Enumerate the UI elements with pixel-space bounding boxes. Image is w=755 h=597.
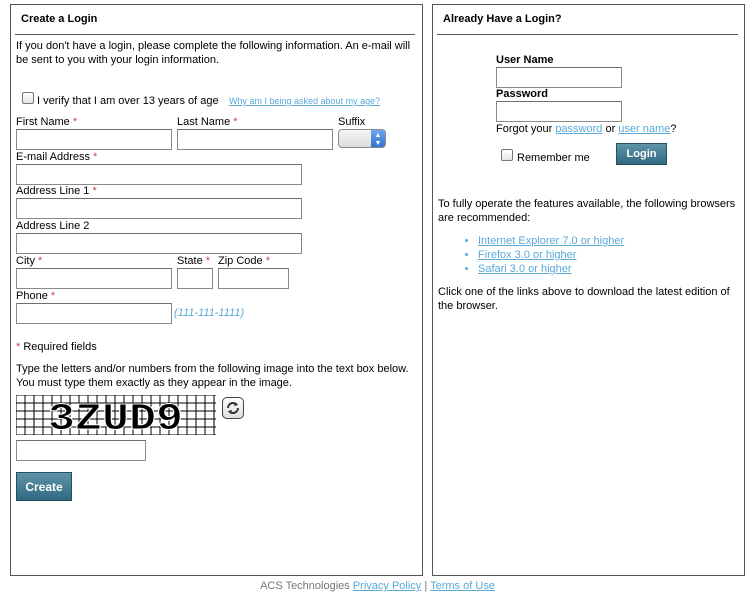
first-name-input[interactable] [16,129,172,150]
create-login-title: Create a Login [21,13,98,25]
browser-list [438,234,624,276]
browser-link-firefox[interactable]: • Firefox 3.0 or higher [478,248,624,262]
zip-input[interactable] [218,268,289,289]
state-input[interactable] [177,268,213,289]
captcha-instructions: Type the letters and/or numbers from the following image into the text box below. You must type them exactly as they appear in the image. [16,363,409,389]
phone-format-hint: (111-111-1111) [174,307,245,319]
username-input[interactable] [496,67,622,88]
browser-recommendation-text: To fully operate the features available, the following browsers are recommended: [438,198,736,224]
captcha-image [16,395,216,435]
existing-login-divider [437,34,738,35]
create-login-divider [15,34,415,35]
privacy-policy-link[interactable]: Privacy Policy [352,580,422,592]
create-intro-text: If you don't have a login, please complete the following information. An e-mail will be sent to you with your login information. [16,40,411,66]
required-fields-note: * Required fields [16,341,97,353]
address1-input[interactable] [16,198,302,219]
page-footer [0,580,755,592]
footer-separator: | [424,580,428,592]
forgot-username-link[interactable]: user name [618,123,671,135]
suffix-select[interactable] [338,129,386,148]
first-name-label: First Name * [16,116,78,128]
address1-label: Address Line 1 * [16,185,97,197]
company-name: ACS Technologies [260,580,350,592]
username-label: User Name [496,54,554,66]
login-button[interactable]: Login [616,143,667,165]
address2-label: Address Line 2 [16,220,90,232]
age-why-link[interactable]: Why am I being asked about my age? [229,96,381,106]
forgot-password-link[interactable]: password [555,123,603,135]
age-verify-checkbox[interactable] [22,92,34,104]
refresh-captcha-icon[interactable] [222,397,244,419]
last-name-label: Last Name * [177,116,238,128]
remember-me-checkbox[interactable] [501,149,513,161]
create-button[interactable]: Create [16,472,72,501]
phone-input[interactable] [16,303,172,324]
age-verify-label: I verify that I am over 13 years of age [37,95,219,107]
last-name-input[interactable] [177,129,333,150]
password-input[interactable] [496,101,622,122]
browser-link-ie[interactable]: • Internet Explorer 7.0 or higher [478,234,624,248]
zip-label: Zip Code * [218,255,270,267]
forgot-credentials-text: Forgot your password or user name? [496,123,677,135]
remember-me-label: Remember me [517,152,590,164]
terms-of-use-link[interactable]: Terms of Use [430,580,495,592]
state-label: State * [177,255,211,267]
email-label: E-mail Address * [16,151,98,163]
existing-login-title: Already Have a Login? [443,13,562,25]
select-arrows-icon: ▲ ▼ [371,130,385,147]
city-label: City * [16,255,43,267]
download-note-text: Click one of the links above to download the latest edition of the browser. [438,286,730,312]
suffix-label: Suffix [338,116,366,128]
password-label: Password [496,88,548,100]
city-input[interactable] [16,268,172,289]
browser-link-safari[interactable]: • Safari 3.0 or higher [478,262,624,276]
address2-input[interactable] [16,233,302,254]
email-input[interactable] [16,164,302,185]
phone-label: Phone * [16,290,56,302]
captcha-text: 3ZUD9 [48,398,183,435]
captcha-input[interactable] [16,440,146,461]
